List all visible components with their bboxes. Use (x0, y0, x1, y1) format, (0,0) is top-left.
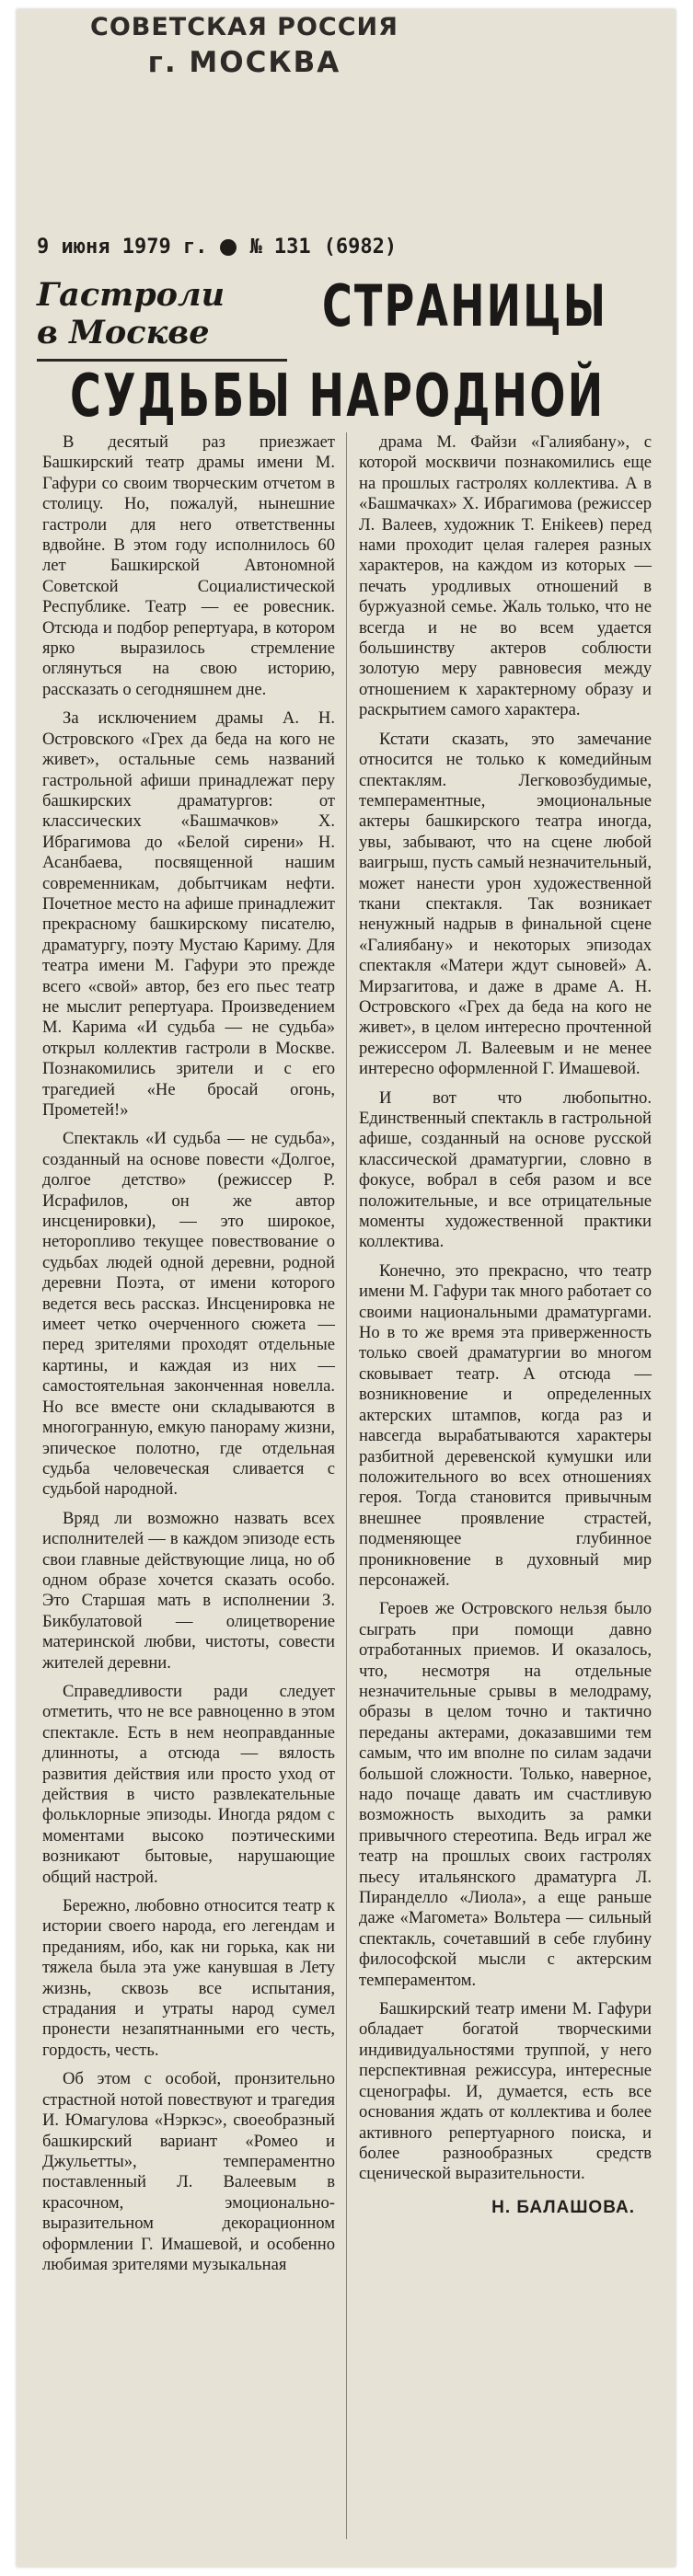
stamp-newspaper-name: СОВЕТСКАЯ РОССИЯ (90, 13, 398, 41)
column-divider (346, 432, 347, 2539)
issue-number: № 131 (249, 236, 311, 259)
bullet-dot-icon (220, 239, 237, 256)
headline-line-1: СТРАНИЦЫ (322, 272, 608, 339)
author-signature: Н. БАЛАШОВА. (491, 2197, 635, 2217)
article-paragraph: В десятый раз приезжает Башкирский театр драмы имени М. Гафури со своим творческим отчетом в столицу. Но, пожалуй, нынешние гастроли для него ответственны вдвойне. В этом году исполнилось 60 лет Башкирской Автономной Советской Социалистической Республике. Театр — ее ровесник. Отсюда и подбор репертуара, в котором ярко выразилось стремление оглянуться на свою историю, рассказать о сегодняшнем дне. (42, 432, 335, 699)
article-paragraph: Вряд ли возможно назвать всех исполнителей — в каждом эпизоде есть свои главные действующие лица, но об одном образе хочется сказать особо. Это Старшая мать в исполнении З. Бикбулатовой — олицетворение материнской любви, чистоты, совести жителей деревни. (42, 1508, 335, 1673)
article-column-right (359, 432, 652, 2218)
article-paragraph: Героев же Островского нельзя было сыграть при помощи давно отработанных приемов. И оказалось, что, несмотря на отдельные незначительные срывы в мелодраму, образы в целом точно и тактично переданы актерами, доказавшими тем самым, что им вполне по силам задачи большой сложности. Только, наверное, надо почаще давать им счастливую возможность выходить за рамки привычного стереотипа. Ведь играл же театр на прошлых своих гастролях пьесу итальянского драматурга Л. Пиранделло «Лиола», а еще раньше даже «Магомета» Вольтера — сильный спектакль, сочетавший в себе глубину философской мысли с актерским темпераментом. (359, 1599, 652, 1990)
article-paragraph: Спектакль «И судьба — не судьба», созданный на основе повести «Долгое, долгое детство» (режиссер Р. Исрафилов, он же автор инсценировки), — это широкое, неторопливо текущее повествование о судьбах людей одной деревни, родной деревни Поэта, от имени которого ведется весь рассказ. Инсценировка не имеет четко очерченного сюжета — перед зрителями проходят отдельные картины, и каждая из них — самостоятельная законченная новелла. Но все вместе они складываются в многогранную, емкую панораму жизни, эпическое полотно, где отдельная судьба человеческая сливается с судьбой народной. (42, 1129, 335, 1500)
article-column-left (42, 432, 335, 2283)
article-paragraph: Бережно, любовно относится театр к истории своего народа, его легендам и преданиям, ибо, как ни горька, как ни тяжела была эта уже канувшая в Лету жизнь, сквозь все испытания, страдания и утраты народ сумел пронести незапятнанными его честь, гордость, честь. (42, 1896, 335, 2060)
issue-total-number: (6982) (323, 236, 398, 259)
newspaper-clipping (17, 9, 676, 2567)
stamp-city: г. МОСКВА (147, 46, 341, 80)
article-paragraph: драма М. Файзи «Галиябану», с которой москвичи познакомились еще на прошлых гастролях коллектива. А в «Башмачках» Х. Ибрагимова (режиссер Л. Валеев, художник Т. Енikeев) перед нами проходит целая галерея разных характеров, на каждом из которых — печать уродливых отношений в буржуазной семье. Жаль только, что не всегда и не во всем удается большинству актеров соблюсти золотую меру равновесия между отношением к характерному образу и раскрытием самого характера. (359, 432, 652, 720)
article-paragraph: За исключением драмы А. Н. Островского «Грех да беда на кого не живет», остальные семь названий гастрольной афиши принадлежат перу башкирских драматургов: от классических «Башмачков» Х. Ибрагимова до «Белой сирени» Н. Асанбаева, посвященной нашим современникам, добытчикам нефти. Почетное место на афише принадлежит прекрасному башкирскому писателю, драматургу, поэту Мустаю Кариму. Для театра имени М. Гафури это прежде всего «свой» автор, без его пьес театр не мыслит репертуара. Произведением М. Карима «И судьба — не судьба» открыл коллектив гастроли в Москве. Познакомились зрители и с его трагедией «Не бросай огонь, Прометей!» (42, 708, 335, 1120)
article-paragraph: Башкирский театр имени М. Гафури обладает богатой творческими индивидуальностями труппой, у него перспективная режиссура, интересные сценографы. И, думается, есть все основания ждать от коллектива и более активного репертуарного поиска, и более разнообразных средств сценической выразительности. (359, 1999, 652, 2184)
rubric-heading (37, 276, 225, 352)
rubric-underline (37, 359, 287, 362)
article-paragraph: Конечно, это прекрасно, что театр имени М. Гафури так много работает со своими национальными драматургами. Но в то же время эта приверженность только своей драматургии во многом сковывает театр. А отсюда — возникновение и определенных актерских штампов, когда раз и навсегда вырабатываются характеры разбитной деревенской кумушки или положительного во всех отношениях героя. Тогда становится привычным внешнее проявление страстей, подменяющее глубинное проникновение в духовный мир персонажей. (359, 1260, 652, 1590)
issue-date: 9 июня 1979 г. (37, 236, 208, 259)
source-stamp (90, 13, 398, 80)
rubric-line-2: в Москве (37, 314, 210, 352)
article-paragraph: Об этом с особой, пронзительно страстной нотой повествуют и трагедия И. Юмагулова «Нэркэс», своеобразный башкирский вариант «Ромео и Джульетты», темпераментно поставленный Л. Валеевым в красочном, эмоционально-выразительном декорационном оформлении Г. Имашевой, и особенно любимая зрителями музыкальная (42, 2069, 335, 2274)
article-paragraph: Справедливости ради следует отметить, что не все равноценно в этом спектакле. Есть в нем неоправданные длинноты, а отсюда — вялость развития действия или просто уход от действия в чисто развлекательные фольклорные эпизоды. Иногда рядом с моментами высоко поэтическими возникают бытовые, нарушающие общий настрой. (42, 1681, 335, 1887)
article-paragraph: Кстати сказать, это замечание относится не только к комедийным спектаклям. Легковозбудимые, темпераментные, эмоциональные актеры башкирского театра иногда, увы, забывают, что на сцене любой ваигрыш, пусть самый незначительный, может нанести урон художественной ткани спектакля. Так возникает ненужный надрыв в финальной сцене «Галиябану» и некоторых эпизодах спектакля «Матери ждут сыновей» А. Мирзагитова, и даже в драме А. Н. Островского «Грех да беда на кого не живет», в целом интересно прочтенной режиссером Л. Валеевым и не менее интересно оформленной Г. Имашевой. (359, 729, 652, 1079)
rubric-line-1: Гастроли (37, 276, 225, 314)
article-paragraph: И вот что любопытно. Единственный спектакль в гастрольной афише, созданный на основе русской классической драматургии, словно в фокусе, вобрал в себя разом и все положительные, и все отрицательные моменты художественной практики коллектива. (359, 1087, 652, 1252)
issue-dateline (37, 236, 666, 259)
headline-line-2: СУДЬБЫ НАРОДНОЙ (70, 362, 606, 431)
